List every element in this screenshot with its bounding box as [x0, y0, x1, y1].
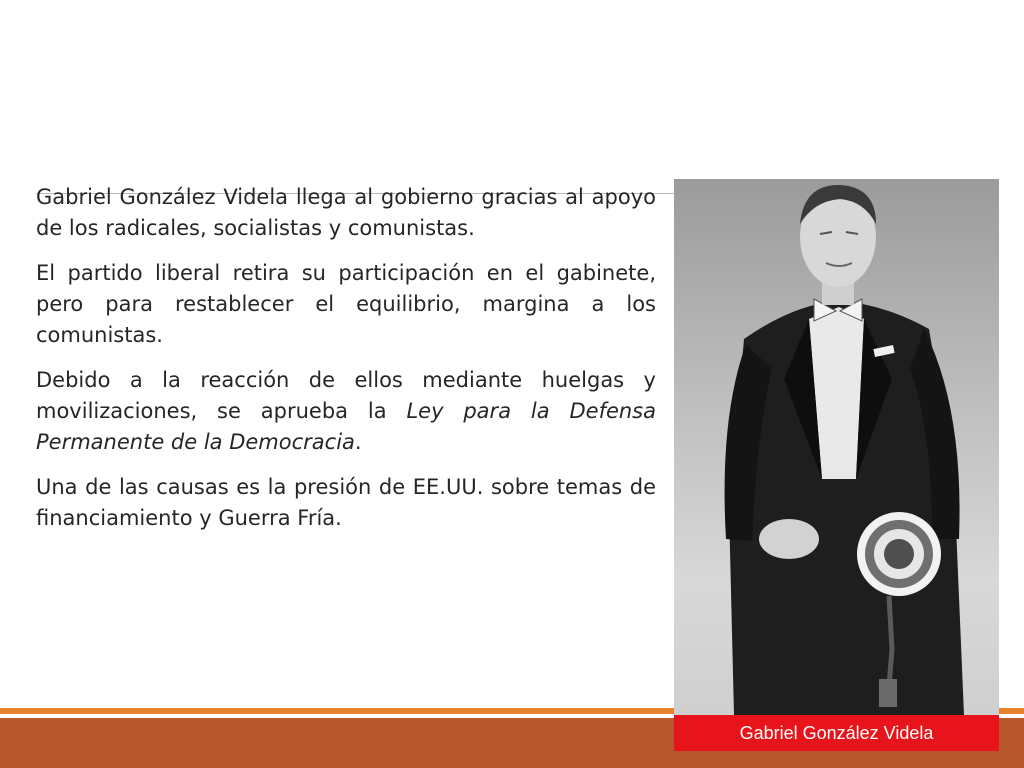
paragraph-3-end: . — [354, 430, 362, 454]
portrait-photo — [674, 179, 999, 715]
paragraph-1: Gabriel González Videla llega al gobierno gracias al apoyo de los radicales, socialistas y comunistas. — [36, 185, 656, 240]
paragraph-2: El partido liberal retira su participación en el gabinete, pero para restablecer el equilibrio, margina a los comunistas. — [36, 261, 656, 347]
paragraph-4: Una de las causas es la presión de EE.UU. sobre temas de financiamiento y Guerra Fría. — [36, 475, 656, 530]
paragraph-3 — [36, 365, 656, 458]
hands — [759, 519, 819, 559]
law-title: Ley para la Defensa Permanente de la Democracia — [36, 399, 656, 454]
photo-caption: Gabriel González Videla — [674, 715, 999, 751]
paragraph-3-lead: Debido a la reacción de ellos mediante huelgas y movilizaciones, se aprueba la — [36, 368, 656, 423]
portrait-illustration — [674, 179, 999, 715]
slide-body-text — [36, 182, 656, 548]
